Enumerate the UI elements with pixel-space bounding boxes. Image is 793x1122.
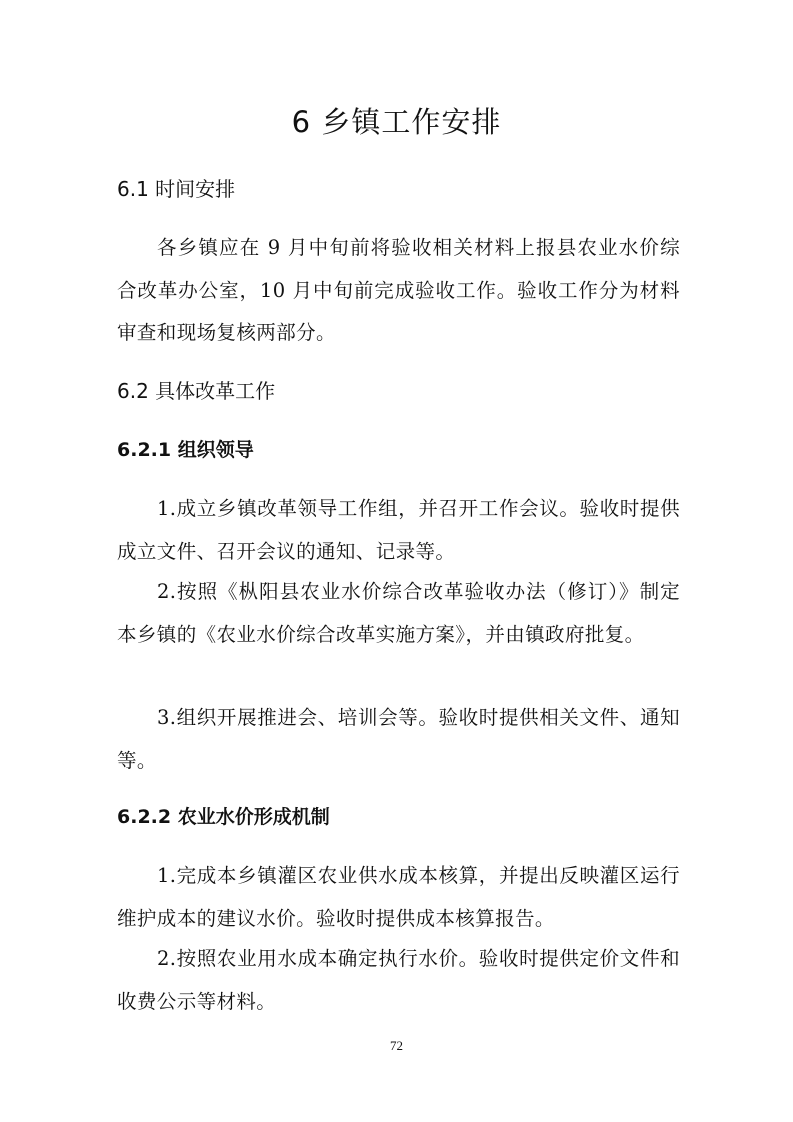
page-number: 72 xyxy=(390,1038,403,1053)
list-item-6-2-1-2: 2.按照《枞阳县农业水价综合改革验收办法（修订）》制定本乡镇的《农业水价综合改革实施方案》，并由镇政府批复。 xyxy=(117,580,680,646)
list-item-6-2-1-1: 1.成立乡镇改革领导工作组，并召开工作会议。验收时提供成立文件、召开会议的通知、记录等。 xyxy=(117,497,680,563)
list-item-6-2-2-1: 1.完成本乡镇灌区农业供水成本核算，并提出反映灌区运行维护成本的建议水价。验收时提供成本核算报告。 xyxy=(117,864,680,930)
section-6-1-paragraph: 各乡镇应在 9 月中旬前将验收相关材料上报县农业水价综合改革办公室，10 月中旬前完成验收工作。验收工作分为材料审查和现场复核两部分。 xyxy=(117,236,680,344)
list-item-6-2-1-3: 3.组织开展推进会、培训会等。验收时提供相关文件、通知等。 xyxy=(117,706,680,772)
section-heading-6-1: 6.1 时间安排 xyxy=(117,177,236,201)
section-heading-6-2-1: 6.2.1 组织领导 xyxy=(117,439,254,461)
page-title: 6 乡镇工作安排 xyxy=(291,105,502,139)
list-item-6-2-2-2: 2.按照农业用水成本确定执行水价。验收时提供定价文件和收费公示等材料。 xyxy=(117,947,680,1013)
section-heading-6-2-2: 6.2.2 农业水价形成机制 xyxy=(117,806,330,828)
section-heading-6-2: 6.2 具体改革工作 xyxy=(117,379,276,403)
